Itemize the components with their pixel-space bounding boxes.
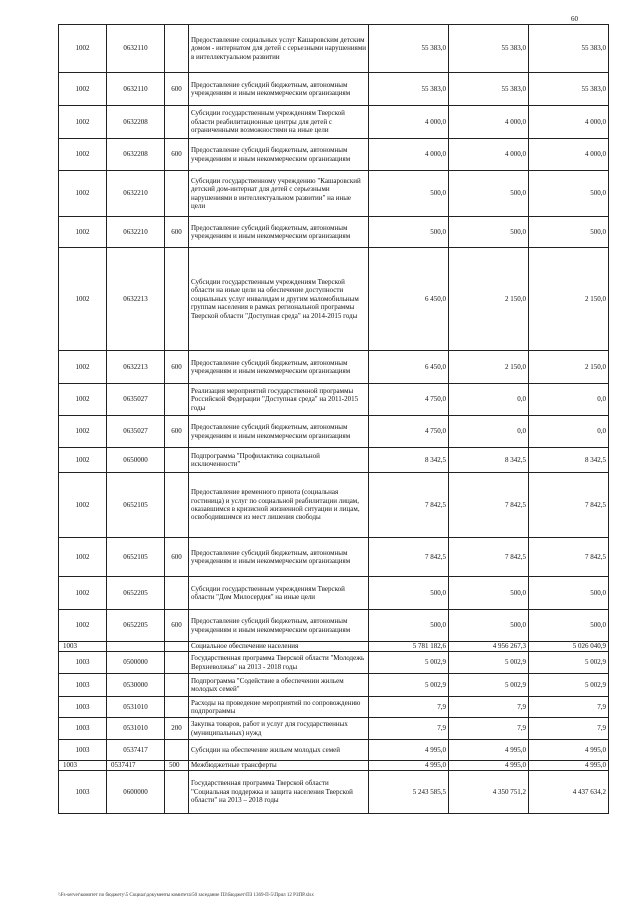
item-name-cell: Предоставление субсидий бюджетным, автономным учреждениям и иным некоммерческим организациям xyxy=(189,610,369,642)
table-row xyxy=(59,248,609,351)
item-name-cell: Предоставление субсидий бюджетным, автономным учреждениям и иным некоммерческим организациям xyxy=(189,416,369,448)
amount-year3-cell: 500,0 xyxy=(529,171,609,217)
item-name-cell: Субсидии государственным учреждениям Тверской области "Дом Милосердия" на иные цели xyxy=(189,577,369,610)
target-article-cell: 0652105 xyxy=(107,538,165,577)
expense-type-cell xyxy=(165,771,189,814)
amount-year2-cell: 0,0 xyxy=(449,384,529,416)
item-name-cell: Предоставление субсидий бюджетным, автономным учреждениям и иным некоммерческим организациям xyxy=(189,217,369,248)
item-name-cell: Субсидии на обеспечение жильем молодых семей xyxy=(189,740,369,761)
section-code-cell: 1002 xyxy=(59,73,107,106)
amount-year1-cell: 500,0 xyxy=(369,171,449,217)
item-name-cell: Предоставление субсидий бюджетным, автономным учреждениям и иным некоммерческим организациям xyxy=(189,538,369,577)
expense-type-cell xyxy=(165,577,189,610)
section-code-cell: 1003 xyxy=(59,642,107,652)
section-code-cell: 1002 xyxy=(59,384,107,416)
expense-type-cell xyxy=(165,448,189,473)
amount-year1-cell: 6 450,0 xyxy=(369,351,449,384)
amount-year1-cell: 4 000,0 xyxy=(369,106,449,139)
target-article-cell: 0650000 xyxy=(107,448,165,473)
amount-year2-cell: 500,0 xyxy=(449,577,529,610)
table-row xyxy=(59,538,609,577)
table-row xyxy=(59,351,609,384)
amount-year2-cell: 7 842,5 xyxy=(449,538,529,577)
section-code-cell: 1002 xyxy=(59,448,107,473)
amount-year3-cell: 500,0 xyxy=(529,577,609,610)
table-row xyxy=(59,674,609,697)
target-article-cell: 0600000 xyxy=(107,771,165,814)
table-row xyxy=(59,577,609,610)
table-row xyxy=(59,73,609,106)
target-article-cell: 0632110 xyxy=(107,73,165,106)
target-article-cell: 0537417 xyxy=(107,761,165,771)
amount-year3-cell: 8 342,5 xyxy=(529,448,609,473)
section-code-cell: 1002 xyxy=(59,248,107,351)
file-path-footer: \\Fs-server\комитет по бюджету\5 Социал\документы комитета\50 заседание ПЗ\Бюджет\ПЗ 1369-П-5\Прил 12 РЗПР.xlsx xyxy=(58,893,314,898)
section-code-cell: 1003 xyxy=(59,652,107,674)
amount-year2-cell: 4 995,0 xyxy=(449,740,529,761)
section-code-cell: 1002 xyxy=(59,217,107,248)
expense-type-cell xyxy=(165,697,189,718)
amount-year3-cell: 0,0 xyxy=(529,416,609,448)
amount-year3-cell: 55 383,0 xyxy=(529,25,609,73)
amount-year1-cell: 500,0 xyxy=(369,577,449,610)
item-name-cell: Реализация мероприятий государственной программы Российской Федерации "Доступная среда" на 2011-2015 годы xyxy=(189,384,369,416)
amount-year1-cell: 4 995,0 xyxy=(369,761,449,771)
amount-year1-cell: 55 383,0 xyxy=(369,73,449,106)
section-code-cell: 1002 xyxy=(59,577,107,610)
section-code-cell: 1002 xyxy=(59,473,107,538)
amount-year2-cell: 500,0 xyxy=(449,171,529,217)
table-row xyxy=(59,217,609,248)
section-code-cell: 1003 xyxy=(59,674,107,697)
table-row xyxy=(59,473,609,538)
expense-type-cell xyxy=(165,384,189,416)
amount-year3-cell: 7,9 xyxy=(529,718,609,740)
target-article-cell: 0632213 xyxy=(107,248,165,351)
target-article-cell xyxy=(107,642,165,652)
expense-type-cell xyxy=(165,25,189,73)
amount-year3-cell: 2 150,0 xyxy=(529,351,609,384)
expense-type-cell xyxy=(165,473,189,538)
table-row xyxy=(59,610,609,642)
table-row xyxy=(59,171,609,217)
amount-year3-cell: 5 026 040,9 xyxy=(529,642,609,652)
amount-year2-cell: 5 002,9 xyxy=(449,674,529,697)
amount-year1-cell: 5 243 585,5 xyxy=(369,771,449,814)
amount-year3-cell: 5 002,9 xyxy=(529,674,609,697)
page-number: 60 xyxy=(571,15,578,23)
target-article-cell: 0652205 xyxy=(107,610,165,642)
item-name-cell: Межбюджетные трансферты xyxy=(189,761,369,771)
item-name-cell: Закупка товаров, работ и услуг для государственных (муниципальных) нужд xyxy=(189,718,369,740)
amount-year1-cell: 5 002,9 xyxy=(369,674,449,697)
section-code-cell: 1002 xyxy=(59,25,107,73)
expense-type-cell: 600 xyxy=(165,217,189,248)
amount-year2-cell: 7,9 xyxy=(449,718,529,740)
expense-type-cell xyxy=(165,740,189,761)
expense-type-cell: 600 xyxy=(165,351,189,384)
amount-year2-cell: 4 995,0 xyxy=(449,761,529,771)
target-article-cell: 0632110 xyxy=(107,25,165,73)
section-code-cell: 1002 xyxy=(59,610,107,642)
expense-type-cell xyxy=(165,674,189,697)
expense-type-cell xyxy=(165,171,189,217)
amount-year2-cell: 8 342,5 xyxy=(449,448,529,473)
item-name-cell: Расходы на проведение мероприятий по сопровождению подпрограммы xyxy=(189,697,369,718)
amount-year2-cell: 4 000,0 xyxy=(449,106,529,139)
table-row xyxy=(59,642,609,652)
amount-year2-cell: 7 842,5 xyxy=(449,473,529,538)
amount-year3-cell: 500,0 xyxy=(529,610,609,642)
amount-year3-cell: 55 383,0 xyxy=(529,73,609,106)
amount-year3-cell: 0,0 xyxy=(529,384,609,416)
amount-year2-cell: 500,0 xyxy=(449,610,529,642)
expense-type-cell xyxy=(165,642,189,652)
item-name-cell: Социальное обеспечение населения xyxy=(189,642,369,652)
budget-table xyxy=(58,24,609,814)
amount-year1-cell: 4 750,0 xyxy=(369,384,449,416)
amount-year1-cell: 500,0 xyxy=(369,610,449,642)
amount-year1-cell: 8 342,5 xyxy=(369,448,449,473)
amount-year3-cell: 7,9 xyxy=(529,697,609,718)
amount-year1-cell: 4 000,0 xyxy=(369,139,449,171)
amount-year1-cell: 7 842,5 xyxy=(369,473,449,538)
amount-year3-cell: 4 000,0 xyxy=(529,106,609,139)
item-name-cell: Предоставление временного приюта (социальная гостиница) и услуг по социальной реабилитации лицам, оказавшимся в кризисной жизненной ситуации и лицам, освободившимся из мест лишения свободы xyxy=(189,473,369,538)
item-name-cell: Государственная программа Тверской области "Социальная поддержка и защита населения Тверской области" на 2013 – 2018 годы xyxy=(189,771,369,814)
table-row xyxy=(59,761,609,771)
target-article-cell: 0531010 xyxy=(107,697,165,718)
amount-year2-cell: 4 956 267,3 xyxy=(449,642,529,652)
expense-type-cell xyxy=(165,106,189,139)
amount-year3-cell: 4 000,0 xyxy=(529,139,609,171)
target-article-cell: 0632210 xyxy=(107,171,165,217)
section-code-cell: 1002 xyxy=(59,538,107,577)
amount-year2-cell: 5 002,9 xyxy=(449,652,529,674)
item-name-cell: Подпрограмма "Содействие в обеспечении жильем молодых семей" xyxy=(189,674,369,697)
table-row xyxy=(59,139,609,171)
amount-year2-cell: 2 150,0 xyxy=(449,248,529,351)
target-article-cell: 0530000 xyxy=(107,674,165,697)
amount-year3-cell: 5 002,9 xyxy=(529,652,609,674)
amount-year2-cell: 0,0 xyxy=(449,416,529,448)
amount-year2-cell: 500,0 xyxy=(449,217,529,248)
table-row xyxy=(59,718,609,740)
target-article-cell: 0500000 xyxy=(107,652,165,674)
amount-year3-cell: 2 150,0 xyxy=(529,248,609,351)
section-code-cell: 1003 xyxy=(59,697,107,718)
table-row xyxy=(59,25,609,73)
table-row xyxy=(59,697,609,718)
table-row xyxy=(59,771,609,814)
amount-year1-cell: 7 842,5 xyxy=(369,538,449,577)
target-article-cell: 0531010 xyxy=(107,718,165,740)
amount-year3-cell: 7 842,5 xyxy=(529,473,609,538)
target-article-cell: 0652205 xyxy=(107,577,165,610)
expense-type-cell xyxy=(165,248,189,351)
section-code-cell: 1002 xyxy=(59,139,107,171)
table-row xyxy=(59,384,609,416)
target-article-cell: 0652105 xyxy=(107,473,165,538)
amount-year1-cell: 5 781 182,6 xyxy=(369,642,449,652)
item-name-cell: Предоставление субсидий бюджетным, автономным учреждениям и иным некоммерческим организациям xyxy=(189,139,369,171)
amount-year1-cell: 6 450,0 xyxy=(369,248,449,351)
item-name-cell: Субсидии государственному учреждению "Кашаровский детский дом-интернат для детей с серьезными нарушениями в интеллектуальном развитии" на иные цели xyxy=(189,171,369,217)
section-code-cell: 1002 xyxy=(59,416,107,448)
amount-year1-cell: 7,9 xyxy=(369,697,449,718)
amount-year2-cell: 55 383,0 xyxy=(449,25,529,73)
amount-year1-cell: 4 995,0 xyxy=(369,740,449,761)
section-code-cell: 1002 xyxy=(59,171,107,217)
amount-year1-cell: 4 750,0 xyxy=(369,416,449,448)
table-row xyxy=(59,740,609,761)
item-name-cell: Предоставление социальных услуг Кашаровским детским домом - интернатом для детей с серьезными нарушениями в интеллектуальном развитии xyxy=(189,25,369,73)
item-name-cell: Субсидии государственным учреждениям Тверской области на иные цели на обеспечение доступности социальных услуг инвалидам и другим маломобильным группам населения в рамках региональной программы Тверской области "Доступная среда" на 2014-2015 годы xyxy=(189,248,369,351)
amount-year2-cell: 4 000,0 xyxy=(449,139,529,171)
table-row xyxy=(59,652,609,674)
table-row xyxy=(59,416,609,448)
section-code-cell: 1002 xyxy=(59,106,107,139)
expense-type-cell: 600 xyxy=(165,538,189,577)
amount-year2-cell: 7,9 xyxy=(449,697,529,718)
amount-year3-cell: 4 437 634,2 xyxy=(529,771,609,814)
expense-type-cell: 600 xyxy=(165,610,189,642)
amount-year1-cell: 7,9 xyxy=(369,718,449,740)
table-row xyxy=(59,448,609,473)
target-article-cell: 0635027 xyxy=(107,416,165,448)
amount-year2-cell: 4 350 751,2 xyxy=(449,771,529,814)
section-code-cell: 1003 xyxy=(59,761,107,771)
item-name-cell: Государственная программа Тверской области "Молодежь Верхневолжья" на 2013 - 2018 годы xyxy=(189,652,369,674)
item-name-cell: Подпрограмма "Профилактика социальной исключенности" xyxy=(189,448,369,473)
amount-year3-cell: 4 995,0 xyxy=(529,761,609,771)
item-name-cell: Предоставление субсидий бюджетным, автономным учреждениям и иным некоммерческим организациям xyxy=(189,351,369,384)
amount-year1-cell: 5 002,9 xyxy=(369,652,449,674)
expense-type-cell: 600 xyxy=(165,139,189,171)
amount-year1-cell: 500,0 xyxy=(369,217,449,248)
amount-year1-cell: 55 383,0 xyxy=(369,25,449,73)
amount-year3-cell: 7 842,5 xyxy=(529,538,609,577)
expense-type-cell: 600 xyxy=(165,73,189,106)
target-article-cell: 0632210 xyxy=(107,217,165,248)
table-row xyxy=(59,106,609,139)
amount-year3-cell: 500,0 xyxy=(529,217,609,248)
target-article-cell: 0537417 xyxy=(107,740,165,761)
target-article-cell: 0632208 xyxy=(107,139,165,171)
section-code-cell: 1003 xyxy=(59,718,107,740)
expense-type-cell: 500 xyxy=(165,761,189,771)
target-article-cell: 0635027 xyxy=(107,384,165,416)
amount-year2-cell: 2 150,0 xyxy=(449,351,529,384)
amount-year2-cell: 55 383,0 xyxy=(449,73,529,106)
section-code-cell: 1002 xyxy=(59,351,107,384)
amount-year3-cell: 4 995,0 xyxy=(529,740,609,761)
expense-type-cell xyxy=(165,652,189,674)
item-name-cell: Субсидии государственным учреждениям Тверской области реабилитационные центры для детей с ограниченными возможностями на иные цели xyxy=(189,106,369,139)
expense-type-cell: 600 xyxy=(165,416,189,448)
section-code-cell: 1003 xyxy=(59,771,107,814)
target-article-cell: 0632213 xyxy=(107,351,165,384)
item-name-cell: Предоставление субсидий бюджетным, автономным учреждениям и иным некоммерческим организациям xyxy=(189,73,369,106)
target-article-cell: 0632208 xyxy=(107,106,165,139)
expense-type-cell: 200 xyxy=(165,718,189,740)
section-code-cell: 1003 xyxy=(59,740,107,761)
